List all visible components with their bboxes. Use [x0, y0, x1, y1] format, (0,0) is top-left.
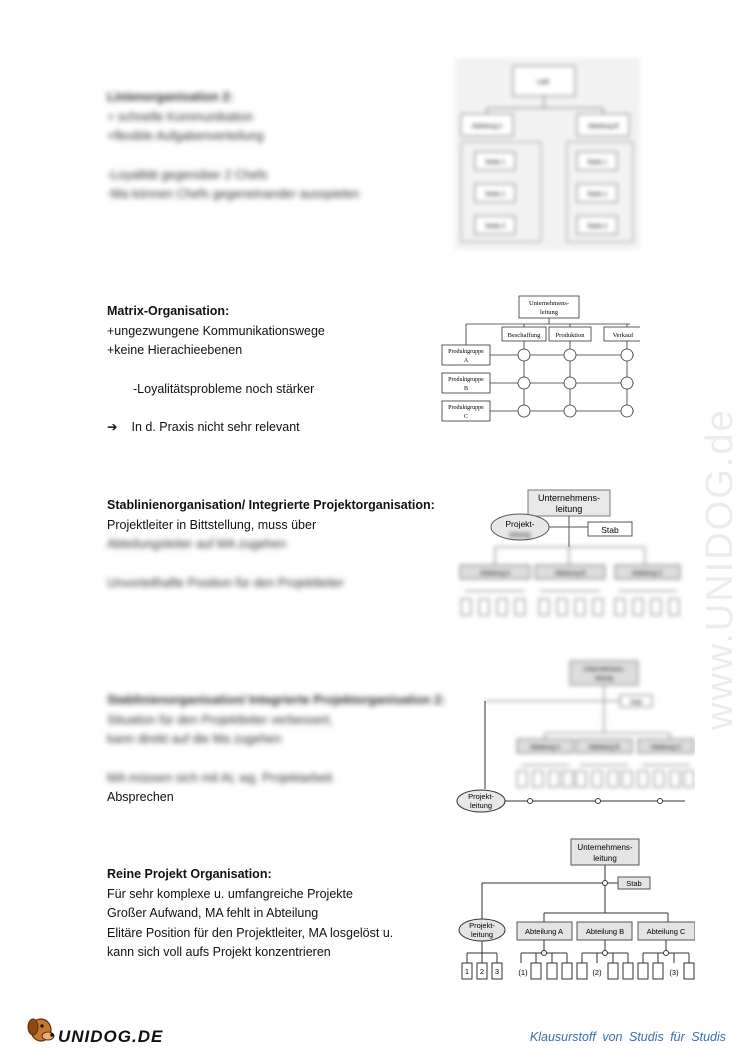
text-line: Großer Aufwand, MA fehlt in Abteilung: [107, 906, 319, 920]
diagram-label: Stab: [629, 700, 643, 706]
diagram-label: Stelle 2: [586, 192, 608, 198]
footer-logo: [24, 1010, 174, 1055]
diagram-label: leitung: [595, 676, 613, 682]
diagram-label: Stelle 1: [484, 160, 506, 166]
diagram-label: Abteilung C: [650, 745, 682, 751]
diagram-label: Produktgruppe: [448, 377, 484, 383]
diagram-label: Abteilung B: [587, 124, 619, 130]
text-line: Projektleiter in Bittstellung, muss über: [107, 517, 317, 532]
dog-logo-icon: [28, 1019, 54, 1041]
diagram-label: Unternehmens-: [577, 843, 633, 852]
section-reine-projekt-organisation: [107, 865, 393, 963]
arrow-icon: ➔: [107, 420, 118, 434]
section-heading: Linienorganisation 2:: [107, 90, 234, 104]
text-line: kann direkt auf die Ma zugehen: [107, 732, 282, 746]
diagram-label: (3): [669, 968, 679, 977]
diagram-label: Leit.: [537, 79, 551, 86]
section-stablinienorganisation: [107, 496, 435, 593]
diagram-label: leitung: [539, 309, 559, 316]
diagram-label: leitung: [593, 854, 617, 863]
text-line: Abteilungsleiter auf MA zugehen: [107, 537, 287, 551]
text-line: Situation für den Projektleiter verbessert,: [107, 712, 333, 727]
diagram-matrix-organisation: [440, 293, 640, 428]
diagram-label: (2): [592, 968, 602, 977]
diagram-label: Unternehmens-: [583, 667, 625, 673]
diagram-label: Verkauf: [612, 332, 634, 339]
text-line: -Ma können Chefs gegeneinander ausspielen: [107, 187, 360, 201]
diagram-label: Stelle 2: [484, 192, 506, 198]
diagram-label: Abteilung A: [471, 124, 503, 130]
diagram-label: leitung: [470, 930, 494, 939]
text-line: -Loyalität gegenüber 2 Chefs: [107, 167, 268, 182]
diagram-label: Abteilung A: [529, 745, 561, 751]
section-matrix-organisation: [107, 302, 325, 438]
diagram-label: Abteilung A: [525, 927, 563, 936]
diagram-label: Stelle 1: [586, 160, 608, 166]
diagram-label: Produktgruppe: [448, 405, 484, 411]
section-heading: Matrix-Organisation:: [107, 304, 230, 318]
diagram-label: Abteilung C: [631, 571, 663, 577]
text-line: Für sehr komplexe u. umfangreiche Projekte: [107, 886, 353, 901]
diagram-label: B: [463, 386, 469, 392]
diagram-label: Abteilung A: [479, 571, 511, 577]
diagram-label: leitung: [509, 532, 531, 539]
diagram-label: Stab: [626, 879, 642, 888]
diagram-label: Produktgruppe: [448, 349, 484, 355]
text-line: Unvorteilhafte Position für den Projektleiter: [107, 575, 344, 590]
diagram-label: Abteilung B: [554, 571, 586, 577]
diagram-label: Produktion: [555, 332, 585, 339]
diagram-label: Projekt-: [505, 519, 535, 529]
conclusion-line: [107, 418, 325, 438]
diagram-stablinienorganisation-2: [455, 655, 695, 815]
diagram-label: Stelle 3: [484, 224, 506, 230]
diagram-label: 1: [464, 967, 470, 976]
section-heading: Stablinienorganisation/ Integrierte Projektorganisation 2:: [107, 693, 446, 707]
diagram-label: Unternehmens-: [537, 493, 601, 503]
text-line: In d. Praxis nicht sehr relevant: [131, 420, 300, 434]
diagram-label: Abteilung C: [646, 927, 686, 936]
diagram-label: (1): [518, 968, 528, 977]
section-linienorganisation-2: [107, 88, 359, 205]
diagram-linienorganisation: [455, 58, 640, 250]
diagram-label: Beschaffung: [507, 332, 541, 339]
section-stablinienorganisation-2: [107, 691, 445, 808]
diagram-label: leitung: [555, 504, 583, 514]
diagram-label: Abteilung B: [588, 745, 620, 751]
watermark-text: www.UNIDOG.de: [699, 408, 741, 730]
diagram-label: Stab: [601, 525, 619, 535]
diagram-label: Abteilung B: [585, 927, 625, 936]
section-heading: Stablinienorganisation/ Integrierte Projektorganisation:: [107, 498, 435, 512]
text-line: +ungezwungene Kommunikationswege: [107, 323, 325, 338]
footer-tagline: Klausurstoff von Studis für Studis: [529, 1030, 726, 1044]
text-line: MA müssen sich mit AL wg. Projektarbeit: [107, 770, 333, 785]
text-line: +flexible Aufgabenverteilung: [107, 129, 264, 143]
diagram-label: Unternehmens-: [528, 300, 570, 307]
text-line: +keine Hierachieebenen: [107, 343, 243, 357]
text-line: -Loyalitätsprobleme noch stärker: [133, 381, 315, 396]
diagram-label: Projekt-: [469, 921, 495, 930]
text-line: Absprechen: [107, 790, 174, 804]
text-line: + schnelle Kommunikation: [107, 109, 254, 124]
diagram-label: Stelle 3: [586, 224, 608, 230]
diagram-reine-projektorganisation: [455, 835, 695, 985]
section-heading: Reine Projekt Organisation:: [107, 867, 272, 881]
text-line: Elitäre Position für den Projektleiter, MA losgelöst u.: [107, 925, 394, 940]
text-line: kann sich voll aufs Projekt konzentrieren: [107, 945, 331, 959]
diagram-label: 3: [494, 967, 500, 976]
diagram-stablinienorganisation: [455, 487, 690, 622]
brand-text: UNIDOG.DE: [58, 1027, 164, 1046]
diagram-label: Projekt-: [468, 792, 494, 801]
diagram-label: leitung: [469, 801, 493, 810]
diagram-label: 2: [479, 967, 485, 976]
diagram-label: C: [463, 414, 469, 420]
diagram-label: A: [463, 358, 469, 364]
